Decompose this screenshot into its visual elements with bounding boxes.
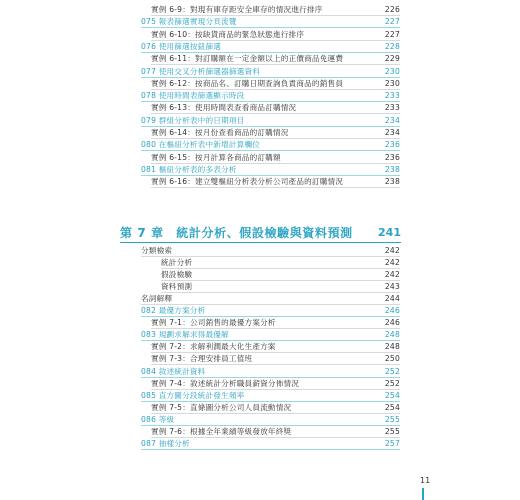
toc-entry[interactable] xyxy=(161,281,400,293)
toc-entry-label: 083 規劃求解求得最優解 xyxy=(141,330,229,340)
toc-entry-label: 實例 6-15：按月計算各商品的訂購額 xyxy=(151,152,281,162)
toc-entry-label: 實例 6-16：建立雙樞紐分析表分析公司產品的訂購情況 xyxy=(151,177,344,187)
toc-entry-page: 255 xyxy=(384,414,400,424)
chapter-heading[interactable] xyxy=(120,226,401,243)
toc-entry-label: 假設檢驗 xyxy=(161,270,193,280)
toc-entry-page: 252 xyxy=(384,366,400,376)
toc-entry-page: 227 xyxy=(384,29,400,39)
toc-entry-page: 228 xyxy=(384,41,400,51)
toc-section-entry[interactable] xyxy=(141,414,400,426)
toc-entry-label: 分類檢索 xyxy=(141,246,173,255)
toc-section-entry[interactable] xyxy=(141,16,400,28)
toc-entry-label: 079 群組分析表中的日期項目 xyxy=(141,115,245,125)
toc-entry[interactable] xyxy=(151,29,400,41)
toc-section-entry[interactable] xyxy=(141,305,400,317)
chapter-title: 第 7 章 統計分析、假設檢驗與資料預測 xyxy=(120,226,353,240)
toc-entry[interactable] xyxy=(151,317,400,329)
toc-section-entry[interactable] xyxy=(141,139,400,151)
toc-entry-page: 234 xyxy=(384,115,400,125)
toc-entry-page: 250 xyxy=(384,354,400,364)
toc-entry-page: 248 xyxy=(384,330,400,340)
toc-entry[interactable] xyxy=(151,53,400,65)
toc-entry-page: 257 xyxy=(384,438,400,448)
toc-entry-label: 實例 7-6：根據全年業績等級發放年終獎 xyxy=(151,426,292,436)
toc-entry-page: 242 xyxy=(384,258,400,268)
toc-entry[interactable] xyxy=(151,426,400,438)
toc-entry-page: 226 xyxy=(384,5,400,14)
toc-section-entry[interactable] xyxy=(141,366,400,378)
toc-section-entry[interactable] xyxy=(141,41,400,53)
chapter-page: 241 xyxy=(378,226,401,239)
toc-entry-page: 255 xyxy=(384,426,400,436)
toc-entry-label: 實例 6-13：使用時間表查看商品訂購情況 xyxy=(151,103,297,113)
toc-entry[interactable] xyxy=(151,127,400,139)
toc-entry-label: 資料預測 xyxy=(161,282,193,292)
toc-entry-page: 233 xyxy=(384,103,400,113)
toc-entry[interactable] xyxy=(151,353,400,365)
toc-entry-page: 254 xyxy=(384,390,400,400)
toc-entry-label: 078 使用時間表篩選顯示時段 xyxy=(141,91,245,101)
toc-entry-label: 085 直方圖分段統計發生頻率 xyxy=(141,390,245,400)
toc-entry-label: 080 在樞紐分析表中新增計算欄位 xyxy=(141,140,261,150)
toc-section-entry[interactable] xyxy=(141,164,400,176)
toc-entry[interactable] xyxy=(151,78,400,90)
toc-entry-page: 229 xyxy=(384,54,400,64)
toc-entry-page: 242 xyxy=(384,270,400,280)
toc-entry-label: 實例 7-3：合理安排員工值班 xyxy=(151,354,253,364)
toc-entry-page: 238 xyxy=(384,177,400,187)
toc-entry-label: 075 報表篩選實現分頁流覽 xyxy=(141,17,237,27)
toc-section-entry[interactable] xyxy=(141,390,400,402)
toc-entry-label: 實例 7-5：直條圖分析公司人員流動情況 xyxy=(151,402,292,412)
toc-entry-page: 246 xyxy=(384,306,400,316)
toc-entry[interactable] xyxy=(151,341,400,353)
toc-entry-label: 086 等級 xyxy=(141,414,175,424)
page-number: 11 xyxy=(420,476,431,485)
toc-entry-page: 236 xyxy=(384,140,400,150)
toc-entry[interactable] xyxy=(151,4,400,16)
toc-entry-label: 統計分析 xyxy=(161,258,193,268)
toc-section-entry[interactable] xyxy=(141,90,400,102)
toc-entry-label: 實例 6-14：按月份查看商品的訂購情況 xyxy=(151,128,289,137)
toc-entry[interactable] xyxy=(141,245,400,257)
toc-entry-label: 實例 6-11：對訂購額在一定金額以上的正價商品免運費 xyxy=(151,54,344,64)
toc-entry-page: 246 xyxy=(384,318,400,328)
toc-entry-page: 230 xyxy=(384,66,400,76)
toc-entry-page: 236 xyxy=(384,152,400,162)
toc-entry-label: 實例 7-1：公司銷售的最優方案分析 xyxy=(151,318,276,328)
toc-entry-label: 實例 6-9：對現有庫存距安全庫存的情況進行排序 xyxy=(151,5,323,14)
toc-entry-label: 081 樞紐分析表的多表分析 xyxy=(141,164,237,174)
toc-entry-page: 244 xyxy=(384,294,400,304)
toc-section-entry[interactable] xyxy=(141,329,400,341)
toc-section-entry[interactable] xyxy=(141,438,400,450)
toc-entry-page: 254 xyxy=(384,402,400,412)
toc-entry[interactable] xyxy=(141,293,400,305)
toc-entry-label: 087 抽樣分析 xyxy=(141,438,190,448)
toc-entry-page: 238 xyxy=(384,164,400,174)
toc-entry-label: 實例 7-4：敘述統計分析職員薪資分佈情況 xyxy=(151,378,300,388)
toc-entry-label: 084 敘述統計資料 xyxy=(141,366,206,376)
toc-entry-label: 077 使用交叉分析篩選器篩選資料 xyxy=(141,66,261,76)
toc-entry[interactable] xyxy=(151,102,400,114)
toc-entry[interactable] xyxy=(151,176,400,188)
toc-section-entry[interactable] xyxy=(141,66,400,78)
toc-entry[interactable] xyxy=(151,402,400,414)
toc-entry-page: 248 xyxy=(384,342,400,352)
toc-entry-page: 234 xyxy=(384,128,400,137)
toc-entry-page: 242 xyxy=(384,246,400,255)
toc-entry-page: 230 xyxy=(384,78,400,88)
toc-entry[interactable] xyxy=(161,269,400,281)
toc-entry-label: 實例 7-2：求解利潤最大化生產方案 xyxy=(151,342,276,352)
toc-entry-label: 082 最優方案分析 xyxy=(141,306,206,316)
page-number-bar xyxy=(422,488,424,500)
toc-entry[interactable] xyxy=(151,152,400,164)
toc-entry-page: 227 xyxy=(384,17,400,27)
toc-entry[interactable] xyxy=(151,378,400,390)
toc-entry-page: 252 xyxy=(384,378,400,388)
toc-entry-label: 實例 6-12：按商品名、訂購日期查詢負責商品的銷售員 xyxy=(151,78,344,88)
toc-entry-label: 名詞解釋 xyxy=(141,294,173,304)
toc-entry-label: 實例 6-10：按缺貨商品的緊急狀態進行排序 xyxy=(151,29,305,39)
toc-entry-label: 076 使用篩選按鈕篩選 xyxy=(141,41,222,51)
toc-entry[interactable] xyxy=(161,257,400,269)
toc-entry-page: 243 xyxy=(384,282,400,292)
toc-entry-page: 233 xyxy=(384,91,400,101)
toc-section-entry[interactable] xyxy=(141,115,400,127)
